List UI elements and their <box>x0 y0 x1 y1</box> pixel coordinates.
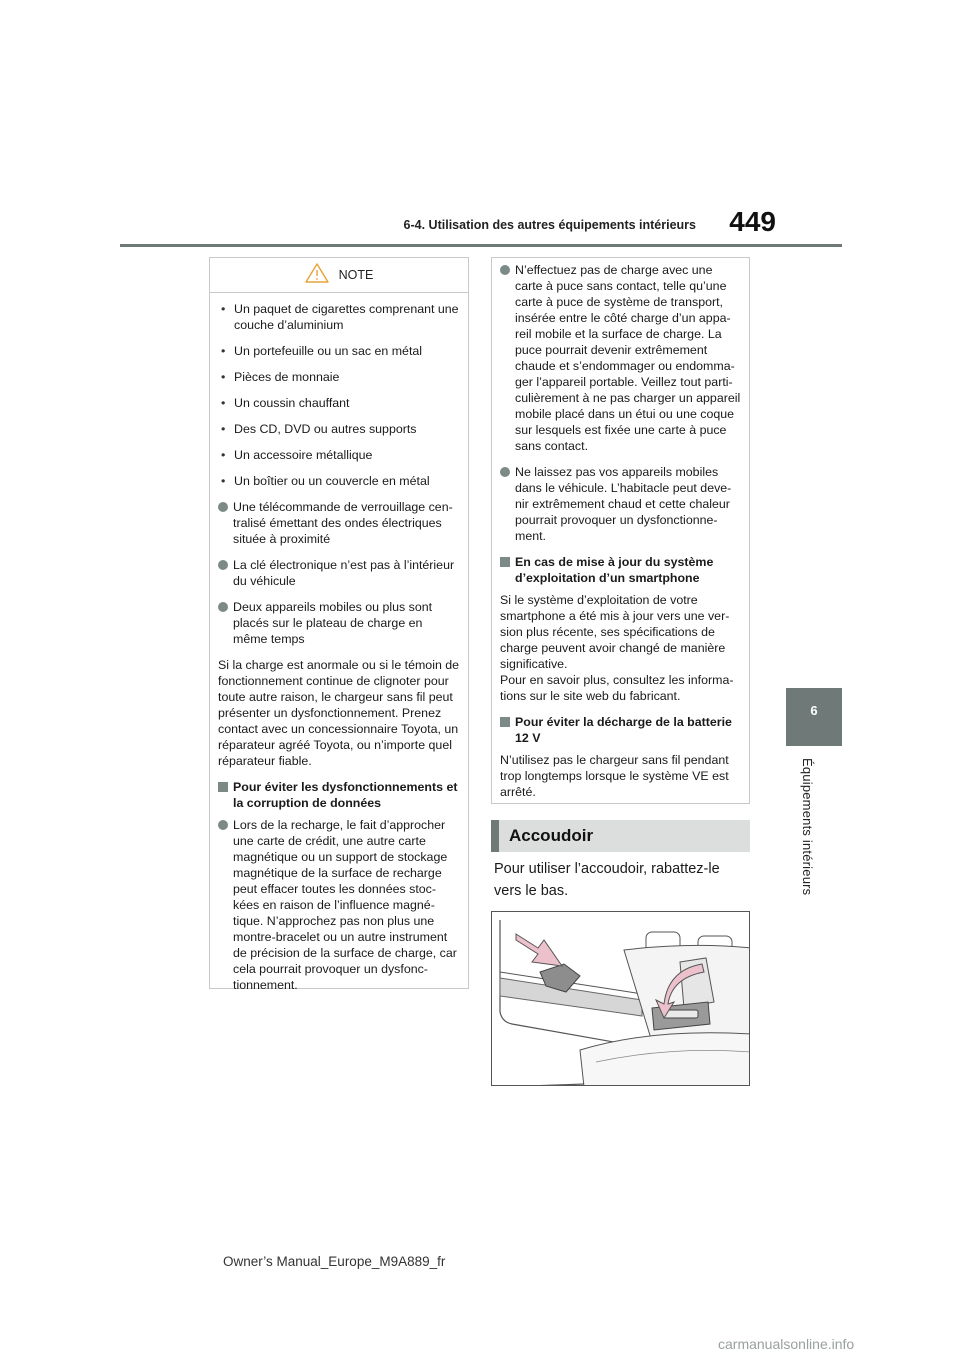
circle-bullet-icon <box>218 502 228 512</box>
list-item-text: Une télécommande de verrouillage cen-tralisé émettant des ondes électriques située à proximité <box>233 500 453 546</box>
note-paragraph: Si la charge est anormale ou si le témoin de fonctionnement continue de clignoter pour toute autre raison, le chargeur sans fil peut présenter un dysfonctionnement. Prenez contact avec un concessionnaire Toyota, un réparateur agréé Toyota, ou n’importe quel réparateur fiable. <box>218 658 460 768</box>
circle-bullet-icon <box>218 820 228 830</box>
list-item <box>218 499 460 547</box>
list-item: • Un coussin chauffant <box>218 395 460 411</box>
watermark: carmanualsonline.info <box>718 1336 855 1352</box>
list-item <box>500 464 741 544</box>
subsection-heading <box>500 554 741 586</box>
note-dash-list <box>218 301 460 489</box>
chapter-tab[interactable]: 6 <box>786 688 842 746</box>
list-item-text: Lors de la recharge, le fait d’approcher une carte de crédit, une autre carte magnétique ou un support de stockage magnétique de la surface de recharge peut effacer toutes les données stoc-kées en raison de l’influence magné-tique. N’approchez pas non plus une montre-bracelet ou un autre instrument de précision de la surface de charge, car cela pourrait provoquer un dysfonc-tionnement. <box>233 818 457 992</box>
subsection-heading <box>500 714 741 746</box>
list-item: • Un paquet de cigarettes comprenant une couche d’aluminium <box>218 301 460 333</box>
note-heading: NOTE <box>338 268 374 282</box>
square-bullet-icon <box>500 557 510 567</box>
paragraph: Pour en savoir plus, consultez les informa-tions sur le site web du fabricant. <box>500 673 734 703</box>
subsection-heading-text: Pour éviter les dysfonctionnements et la corruption de données <box>233 780 458 810</box>
list-item: • Pièces de monnaie <box>218 369 460 385</box>
list-item: • Un accessoire métallique <box>218 447 460 463</box>
list-item <box>218 557 460 589</box>
circle-bullet-icon <box>500 265 510 275</box>
list-item <box>500 262 741 454</box>
page-number: 449 <box>729 206 776 237</box>
list-item-text: Ne laissez pas vos appareils mobiles dans le véhicule. L’habitacle peut deve-nir extrêmement chaud et cette chaleur pourrait provoquer un dysfonctionne-ment. <box>515 465 732 543</box>
paragraph: Si le système d’exploitation de votre smartphone a été mis à jour vers une ver-sion plus récente, ses spécifications de charge peuvent avoir changé de manière significative. <box>500 593 730 671</box>
note-box-continued <box>491 257 750 804</box>
subsection-heading <box>218 779 460 811</box>
header-divider <box>120 244 842 247</box>
list-item: • Un boîtier ou un couvercle en métal <box>218 473 460 489</box>
section-title-bar <box>491 820 750 852</box>
square-bullet-icon <box>500 717 510 727</box>
chapter-side-title: Équipements intérieurs <box>800 758 815 896</box>
list-item <box>218 599 460 647</box>
warning-triangle-icon <box>305 263 329 287</box>
list-item: • Un portefeuille ou un sac en métal <box>218 343 460 359</box>
circle-bullet-icon <box>218 602 228 612</box>
section-header: 6-4. Utilisation des autres équipements intérieurs <box>403 218 696 232</box>
list-item: • Des CD, DVD ou autres supports <box>218 421 460 437</box>
footer-manual-id: Owner’s Manual_Europe_M9A889_fr <box>223 1254 446 1269</box>
note-box <box>209 257 469 992</box>
subsection-heading-text: Pour éviter la décharge de la batterie 12 V <box>515 715 732 745</box>
subsection-heading-text: En cas de mise à jour du système d’exploitation d’un smartphone <box>515 555 714 585</box>
list-item-text: La clé électronique n’est pas à l’intérieur du véhicule <box>233 558 455 588</box>
paragraph: N’utilisez pas le chargeur sans fil pendant trop longtemps lorsque le système VE est arrêté. <box>500 753 729 799</box>
accoudoir-instruction: Pour utiliser l’accoudoir, rabattez-le vers le bas. <box>494 861 720 899</box>
armrest-drawing <box>492 912 750 1086</box>
circle-bullet-icon <box>500 467 510 477</box>
section-title: Accoudoir <box>509 826 594 845</box>
list-item-text: Deux appareils mobiles ou plus sont placés sur le plateau de charge en même temps <box>233 600 433 646</box>
armrest-illustration <box>491 911 750 1086</box>
circle-bullet-icon <box>218 560 228 570</box>
square-bullet-icon <box>218 782 228 792</box>
note-header <box>210 258 468 293</box>
list-item <box>218 817 460 993</box>
list-item-text: N’effectuez pas de charge avec une carte à puce sans contact, telle qu’une carte à puce de système de transport, insérée entre le côté charge d’un appa-reil mobile et la surface de charge. La puce pourrait devenir extrêmement chaude et s’endommager ou endomma-ger l’appareil portable. Veillez tout parti-culièrement à ne pas charger un appareil mobile placé dans un étui ou une coque sur lesquels est fixée une carte à puce sans contact. <box>515 263 741 453</box>
